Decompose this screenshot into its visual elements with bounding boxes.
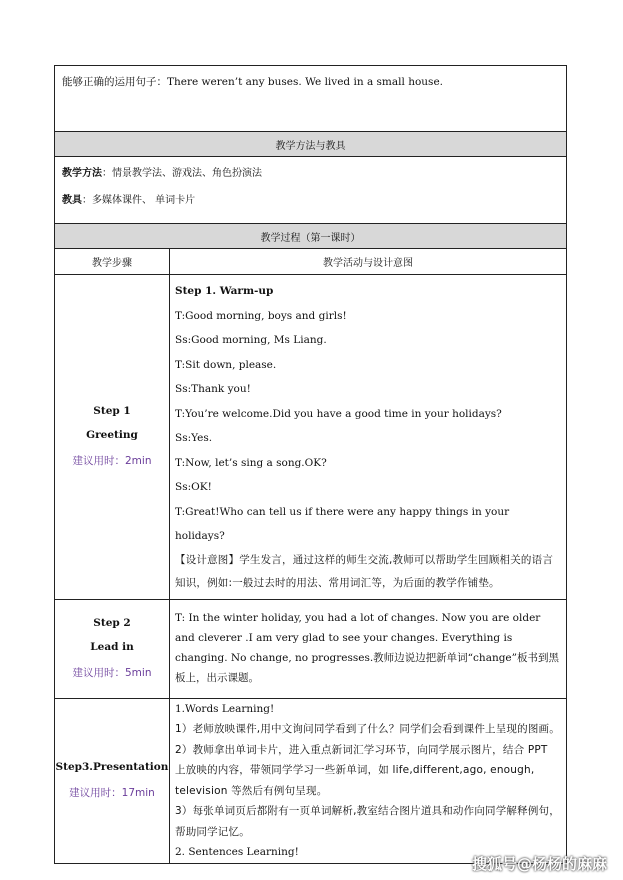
step1-name: Step 1 <box>93 405 131 418</box>
step3-line: 1.Words Learning! <box>175 702 275 715</box>
step2-label-cell <box>55 599 170 698</box>
step1-line: Step 1. Warm-up <box>175 285 274 297</box>
step1-row <box>55 275 567 600</box>
step2-subname: Lead in <box>90 641 134 653</box>
lesson-plan-document <box>54 65 567 864</box>
step3-line: 3）每张单词页后都附有一页单词解析,教室结合图片道具和动作向同学解释例句，帮助同学记忆。 <box>175 805 560 838</box>
step3-row <box>55 698 567 863</box>
step2-time: 建议用时：5min <box>72 667 152 679</box>
step1-line: Ss:Yes. <box>175 432 213 444</box>
step3-name: Step3.Presentation <box>55 761 169 773</box>
section-title-methods: 教学方法与教具 <box>55 132 567 157</box>
intro-row <box>55 66 567 132</box>
teaching-method-line <box>62 164 560 179</box>
step3-time: 建议用时：17min <box>69 787 155 799</box>
section-methods-header-row <box>55 132 567 157</box>
step1-line: T:Great!Who can tell us if there were any happy things in your holidays? <box>175 505 510 542</box>
teaching-tools-label: 教具 <box>62 195 82 206</box>
teaching-method-text: ：情景教学法、游戏法、角色扮演法 <box>102 168 262 179</box>
methods-row <box>55 157 567 224</box>
step1-label-cell <box>55 275 170 600</box>
section-process-header-row <box>55 224 567 249</box>
step2-row <box>55 599 567 698</box>
step2-content-cell <box>170 599 567 698</box>
step2-name: Step 2 <box>93 617 131 629</box>
step1-subname: Greeting <box>86 429 138 442</box>
step1-line: T:Now, let’s sing a song.OK? <box>175 456 327 469</box>
column-header-activities: 教学活动与设计意图 <box>170 249 567 275</box>
lesson-plan-table <box>54 65 567 864</box>
column-header-row <box>55 249 567 275</box>
step2-text: T: In the winter holiday, you had a lot of changes. Now you are older and cleverer .I am very glad to see your changes. Everything is changing. No change, no progresses.教师边说边把新单词“change”板书到黑板上，出示课题。 <box>175 611 560 684</box>
corner-watermark: 搜狐号@杨杨的麻麻 <box>471 855 607 873</box>
teaching-tools-line <box>62 191 560 206</box>
step1-design-note: 【设计意图】学生发言，通过这样的师生交流,教师可以帮助学生回顾相关的语言知识，例如:一般过去时的用法、常用词汇等，为后面的教学作铺垫。 <box>175 553 554 589</box>
step3-line: 2. Sentences Learning! <box>175 846 299 858</box>
step1-line: Ss:OK! <box>175 481 212 493</box>
section-title-process: 教学过程（第一课时） <box>55 224 567 249</box>
step1-line: T:Sit down, please. <box>175 358 277 371</box>
step3-line: 1）老师放映课件,用中文询问同学看到了什么？同学们会看到课件上呈现的图画。 <box>175 723 560 735</box>
column-header-steps: 教学步骤 <box>55 249 170 275</box>
step1-line: Ss:Good morning, Ms Liang. <box>175 334 327 346</box>
intro-text: 能够正确的运用句子：There weren’t any buses. We lived in a small house. <box>55 66 567 132</box>
step1-line: Ss:Thank you! <box>175 383 251 395</box>
teaching-method-label: 教学方法 <box>62 168 102 179</box>
step1-line: T:Good morning, boys and girls! <box>175 309 347 322</box>
teaching-tools-text: ：多媒体课件、 单词卡片 <box>82 195 196 206</box>
step3-line: 2）教师拿出单词卡片，进入重点新词汇学习环节，向同学展示图片，结合 PPT 上放映的内容，带领同学学习一些新单词，如 life,different,ago, enough, television 等然后有例句呈现。 <box>175 743 548 797</box>
step3-label-cell <box>55 698 170 863</box>
step3-content-cell <box>170 698 567 863</box>
methods-cell <box>55 157 567 224</box>
step1-time: 建议用时：2min <box>72 455 152 468</box>
step1-content-cell <box>170 275 567 600</box>
step1-line: T:You’re welcome.Did you have a good time in your holidays? <box>175 407 502 420</box>
